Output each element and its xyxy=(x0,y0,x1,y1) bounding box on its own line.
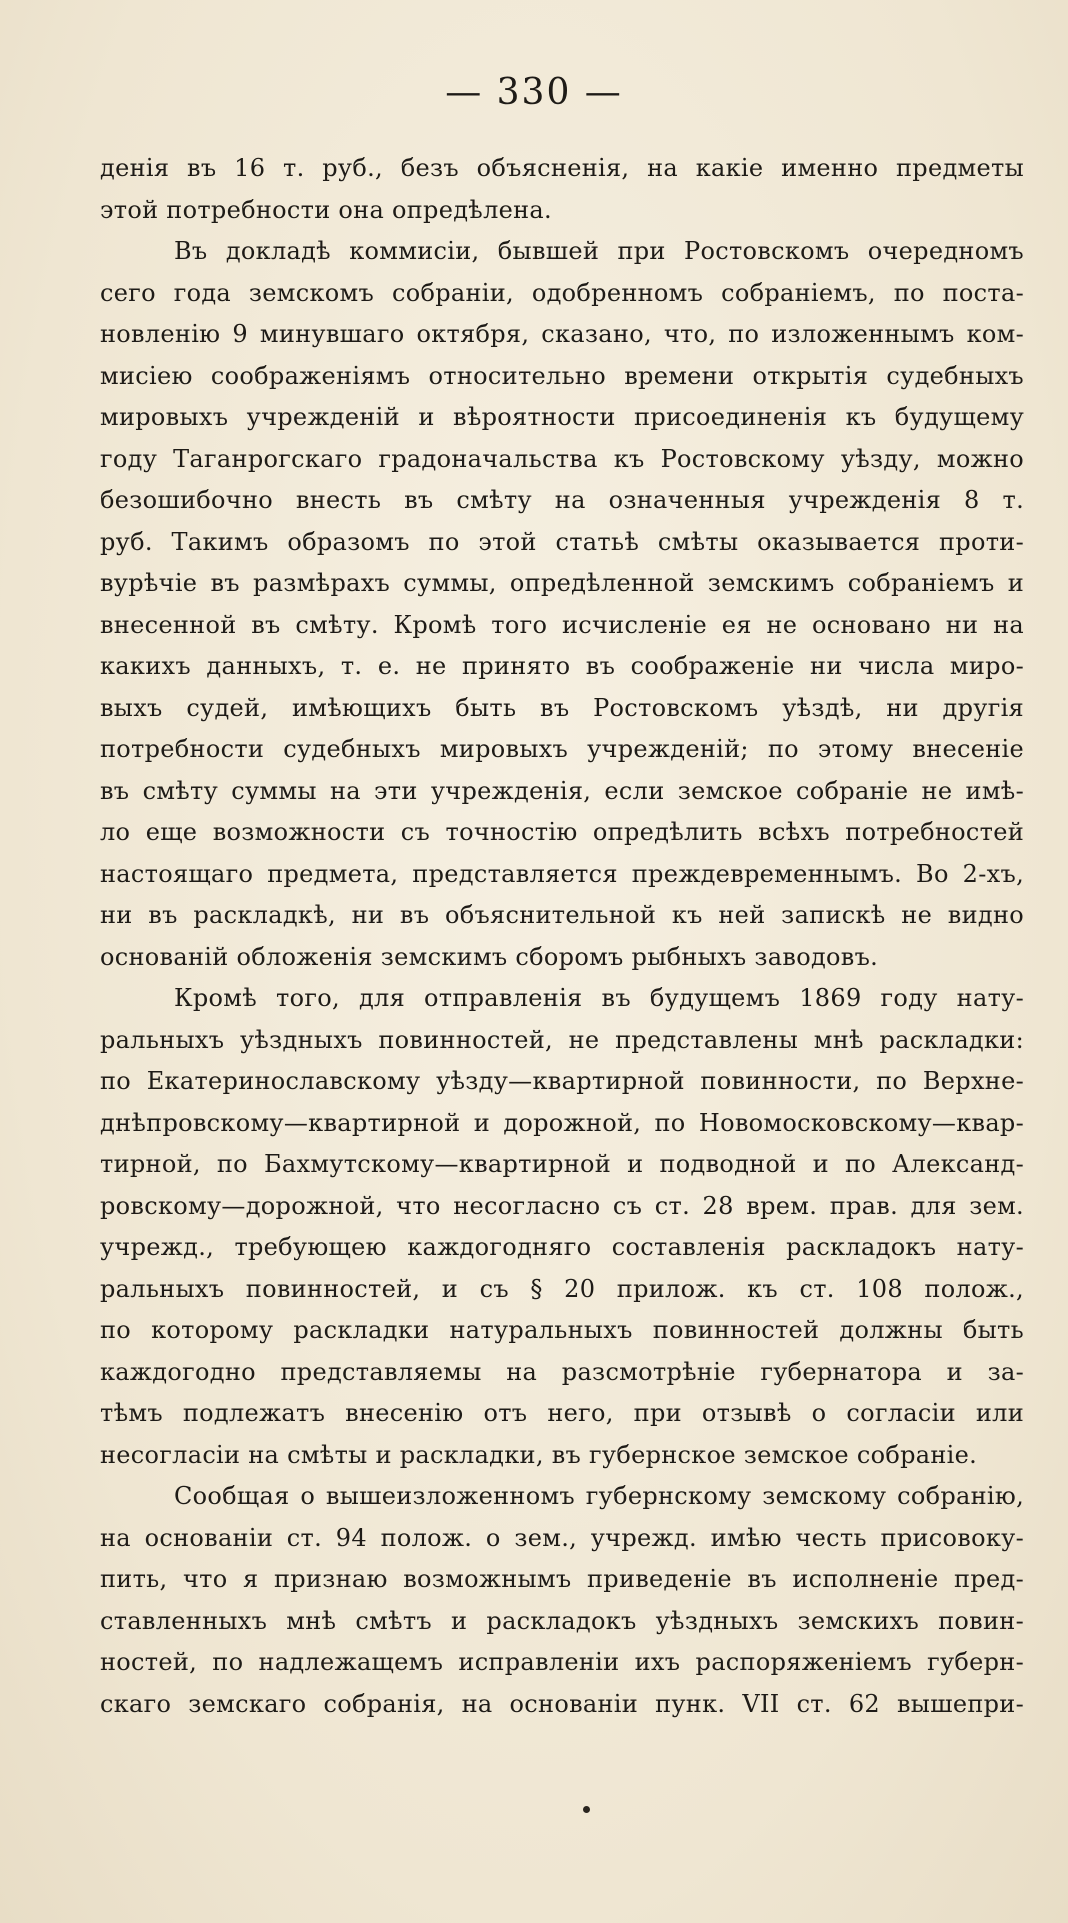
text-line: ло еще возможности съ точностію опредѣлить всѣхъ потребностей xyxy=(100,818,1024,846)
text-line: ставленныхъ мнѣ смѣтъ и раскладокъ уѣздныхъ земскихъ повин- xyxy=(100,1606,1024,1635)
text-line: настоящаго предмета, представляется преждевременнымъ. Во 2-хъ, xyxy=(100,859,1024,888)
text-line: пить, что я признаю возможнымъ приведеніе въ исполненіе пред- xyxy=(100,1565,1024,1593)
text-line: по которому раскладки натуральныхъ повинностей должны быть xyxy=(100,1316,1024,1344)
text-line: году Таганрогскаго градоначальства къ Ростовскому уѣзду, можно xyxy=(100,444,1024,473)
text-line: мировыхъ учрежденій и вѣроятности присоединенія къ будущему xyxy=(100,403,1024,431)
printer-dot xyxy=(583,1806,590,1813)
text-line: ни въ раскладкѣ, ни въ объяснительной къ ней запискѣ не видно xyxy=(100,901,1024,929)
text-line: по Екатеринославскому уѣзду—квартирной повинности, по Верхне- xyxy=(100,1067,1024,1095)
text-line: выхъ судей, имѣющихъ быть въ Ростовскомъ уѣздѣ, ни другія xyxy=(100,693,1024,722)
text-line: внесенной въ смѣту. Кромѣ того исчисленіе ея не основано ни на xyxy=(100,610,1024,639)
body-text xyxy=(100,148,1024,1725)
text-line: ральныхъ повинностей, и съ § 20 прилож. къ ст. 108 полож., xyxy=(100,1274,1024,1303)
text-line: потребности судебныхъ мировыхъ учрежденій; по этому внесеніе xyxy=(100,735,1024,763)
text-line: вурѣчіе въ размѣрахъ суммы, опредѣленной земскимъ собраніемъ и xyxy=(100,569,1024,597)
text-line: тѣмъ подлежатъ внесенію отъ него, при отзывѣ о согласіи или xyxy=(100,1399,1024,1427)
text-line: скаго земскаго собранія, на основаніи пунк. VII ст. 62 вышепри- xyxy=(100,1689,1024,1718)
text-line: сего года земскомъ собраніи, одобренномъ собраніемъ, по поста- xyxy=(100,278,1024,307)
page-number: — 330 — xyxy=(445,72,623,113)
text-line: основаній обложенія земскимъ сборомъ рыбныхъ заводовъ. xyxy=(100,942,879,971)
text-line: каждогодно представляемы на разсмотрѣніе губернатора и за- xyxy=(100,1357,1024,1386)
text-line: ностей, по надлежащемъ исправленіи ихъ распоряженіемъ губерн- xyxy=(100,1648,1024,1676)
text-line: безошибочно внесть въ смѣту на означенныя учрежденія 8 т. xyxy=(100,486,1024,514)
text-line: тирной, по Бахмутскому—квартирной и подводной и по Александ- xyxy=(100,1150,1024,1178)
text-line: руб. Такимъ образомъ по этой статьѣ смѣты оказывается проти- xyxy=(100,527,1024,556)
text-line: ральныхъ уѣздныхъ повинностей, не представлены мнѣ раскладки: xyxy=(100,1025,1024,1054)
text-line: этой потребности она опредѣлена. xyxy=(100,195,552,224)
text-line: новленію 9 минувшаго октября, сказано, что, по изложеннымъ ком- xyxy=(100,320,1024,348)
text-line: учрежд., требующею каждогодняго составленія раскладокъ нату- xyxy=(100,1233,1024,1261)
text-line: въ смѣту суммы на эти учрежденія, если земское собраніе не имѣ- xyxy=(100,776,1024,805)
text-line: мисіею соображеніямъ относительно времени открытія судебныхъ xyxy=(100,361,1024,390)
text-line: какихъ данныхъ, т. е. не принято въ соображеніе ни числа миро- xyxy=(100,652,1024,680)
text-line: днѣпровскому—квартирной и дорожной, по Новомосковскому—квар- xyxy=(100,1108,1024,1137)
text-line: денія въ 16 т. руб., безъ объясненія, на какіе именно предметы xyxy=(100,154,1024,182)
text-line: несогласіи на смѣты и раскладки, въ губернское земское собраніе. xyxy=(100,1440,978,1469)
text-line: Кромѣ того, для отправленія въ будущемъ 1869 году нату- xyxy=(174,984,1024,1012)
text-line: Сообщая о вышеизложенномъ губернскому земскому собранію, xyxy=(174,1482,1024,1510)
text-line: ровскому—дорожной, что несогласно съ ст. 28 врем. прав. для зем. xyxy=(100,1191,1024,1220)
text-line: на основаніи ст. 94 полож. о зем., учрежд. имѣю честь присовоку- xyxy=(100,1523,1024,1552)
text-line: Въ докладѣ коммисіи, бывшей при Ростовскомъ очередномъ xyxy=(174,237,1024,265)
